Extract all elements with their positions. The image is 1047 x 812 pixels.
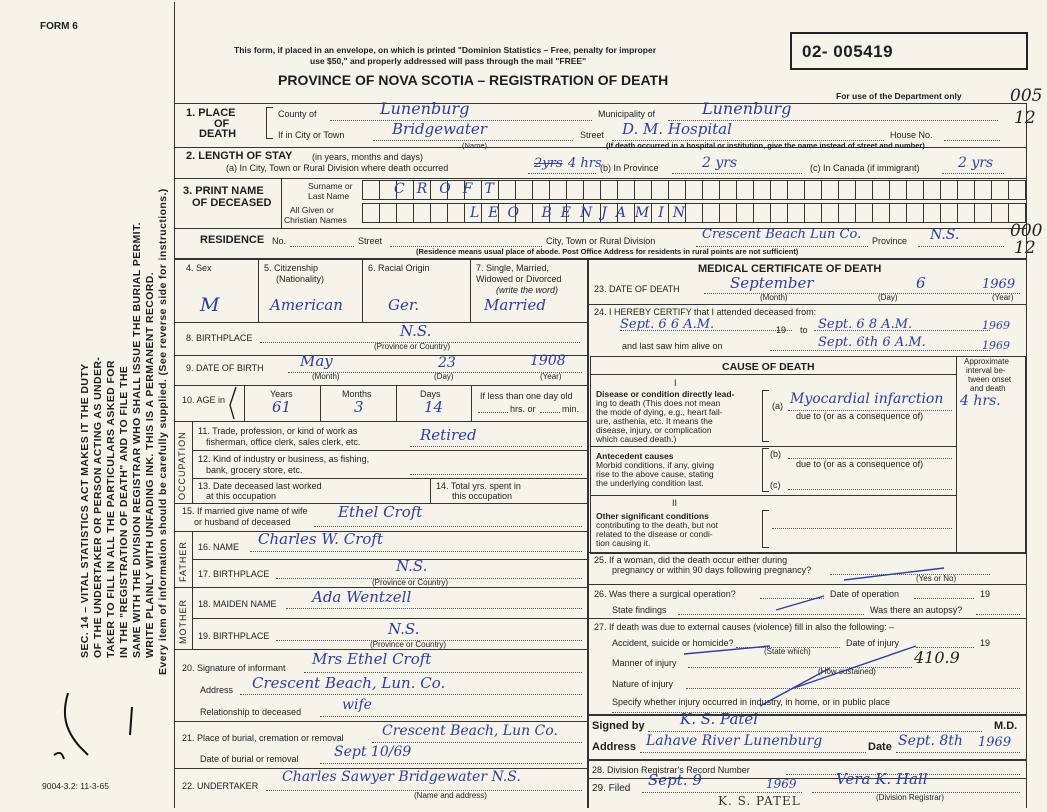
medical-certificate-title: MEDICAL CERTIFICATE OF DEATH — [698, 263, 882, 275]
antecedent-label-4: the underlying condition last. — [596, 478, 704, 488]
certificate-year-value: 1969 — [978, 735, 1012, 750]
md-label: M.D. — [994, 720, 1018, 732]
mail-notice-line-2: use $50," and properly addressed will pass through the mail "FREE" — [310, 56, 587, 66]
place-label-3: DEATH — [199, 128, 237, 140]
divider-burial — [174, 721, 587, 722]
record-number-label: 28. Division Registrar's Record Number — [592, 765, 750, 775]
form-number: FORM 6 — [40, 21, 78, 32]
specify-label: Specify whether injury occurred in industry, in home, or in public place — [612, 697, 890, 707]
hrs-label: hrs. or — [510, 404, 536, 414]
father-name-line — [250, 551, 582, 552]
autopsy-label: Was there an autopsy? — [870, 605, 963, 615]
mother-side-label: MOTHER — [178, 599, 188, 644]
relationship-label: Relationship to deceased — [200, 707, 302, 717]
antecedent-brace — [762, 448, 769, 492]
registration-number: 02- 005419 — [802, 42, 894, 61]
divider-last-worked — [192, 478, 587, 479]
residence-no-label: No. — [272, 236, 287, 246]
age-label: 10. AGE in — [182, 395, 226, 405]
interval-label-2: interval be- — [966, 366, 1006, 375]
father-name-value: Charles W. Croft — [258, 530, 383, 548]
part-one-label: I — [674, 378, 677, 388]
mail-notice-line-1: This form, if placed in an envelope, on which is printed "Dominion Statistics – Free, penalty for improper — [234, 45, 657, 55]
county-value: Lunenburg — [380, 99, 470, 118]
stay-city-value: 4 hrs — [568, 156, 602, 171]
external-causes-label: 27. If death was due to external causes (violence) fill in also the following: – — [594, 622, 895, 632]
other-conditions-label-1: Other significant conditions — [596, 511, 709, 521]
how-sustained-sub: (How sustained) — [818, 667, 876, 676]
industry-label-1: 12. Kind of industry or business, as fishing, — [198, 454, 370, 464]
age-divider-1 — [320, 385, 321, 421]
death-month: September — [730, 274, 814, 292]
divider-row-9 — [174, 355, 587, 356]
stay-canada-label: (c) In Canada (if immigrant) — [810, 163, 920, 173]
given-label-2: Christian Names — [284, 215, 347, 225]
residence-street-label: Street — [358, 236, 383, 246]
interval-label-4: and death — [970, 384, 1006, 393]
maiden-name-label: 18. MAIDEN NAME — [198, 599, 277, 609]
name-label-divider — [281, 178, 282, 228]
attended-to-label: to — [800, 325, 808, 335]
maiden-name-line — [286, 608, 582, 609]
side-text-line-6: WRITE PLAINLY WITH UNFADING INK. THIS IS A PERMANENT RECORD. — [144, 271, 156, 658]
part-two-label: II — [672, 498, 678, 508]
mother-birthplace-sub: (Province or Country) — [370, 640, 447, 649]
surname-value: CROFT — [394, 181, 506, 197]
dash-mark-icon — [840, 564, 950, 584]
divider-section-1 — [174, 103, 1027, 104]
cause-code: 410.9 — [914, 648, 960, 667]
marital-label-2: Widowed or Divorced — [476, 274, 562, 284]
death-year: 1969 — [982, 277, 1016, 292]
marital-label-3: (write the word) — [496, 285, 559, 295]
physician-address-value: Lahave River Lunenburg — [646, 733, 823, 749]
street-value: D. M. Hospital — [622, 120, 732, 138]
death-date-label: 23. DATE OF DEATH — [594, 284, 680, 294]
dob-month-sub: (Month) — [312, 372, 340, 381]
industry-label-2: bank, grocery store, etc. — [206, 465, 303, 475]
death-month-sub: (Month) — [760, 293, 788, 302]
mother-birthplace-value: N.S. — [388, 620, 420, 638]
physician-address-line — [640, 752, 866, 753]
father-birthplace-sub: (Province or Country) — [372, 578, 449, 587]
last-worked-label-1: 13. Date deceased last worked — [198, 481, 322, 491]
racial-origin-value: Ger. — [388, 296, 420, 314]
cause-of-death-title: CAUSE OF DEATH — [722, 361, 815, 373]
divider-mother-bp — [192, 618, 587, 619]
spouse-value: Ethel Croft — [338, 503, 423, 521]
dob-year: 1908 — [530, 353, 566, 369]
hospital-note: (If death occurred in a hospital or institution, give the name instead of street and number) — [606, 141, 925, 150]
signed-by-value: K. S. Patel — [680, 710, 759, 728]
dept-code-5: 12 — [1014, 238, 1036, 258]
surgical-label: 26. Was there a surgical operation? — [594, 589, 736, 599]
stay-province-line — [672, 173, 802, 174]
place-label-2: OF — [214, 118, 230, 130]
burial-place-line — [372, 742, 582, 743]
divider-section-4 — [174, 258, 1027, 260]
stay-city-label: (a) In City, Town or Rural Division where death occurred — [226, 163, 449, 173]
age-years-value: 61 — [272, 398, 292, 416]
divider-q26 — [587, 584, 1026, 585]
surname-label-2: Last Name — [308, 191, 350, 201]
cause-title-divider — [590, 374, 956, 375]
cause-a-label: (a) — [772, 401, 783, 411]
divider-part-two — [590, 495, 956, 496]
antecedent-label-3: rise to the above cause, stating — [596, 469, 714, 479]
citizenship-label: 5. Citizenship — [264, 263, 319, 273]
autopsy-line — [976, 614, 1020, 615]
city-label: If in City or Town — [278, 130, 345, 140]
direct-cause-label-5: disease, injury, or complication — [596, 425, 712, 435]
age-years-label: Years — [270, 389, 293, 399]
department-use-label: For use of the Department only — [836, 91, 962, 101]
length-of-stay-sub: (in years, months and days) — [312, 152, 424, 162]
interval-label-1: Approximate — [964, 357, 1009, 366]
cause-a-value: Myocardial infarction — [790, 391, 944, 407]
min-line — [540, 412, 560, 413]
residence-no-line — [290, 246, 354, 247]
filed-date-line — [642, 792, 802, 793]
nature-label: Nature of injury — [612, 679, 674, 689]
cause-c-line — [788, 489, 952, 490]
municipality-value: Lunenburg — [702, 99, 792, 118]
residence-note: (Residence means usual place of abode. Post Office Address for residents in rural points are not sufficient) — [416, 247, 799, 256]
occupation-side-label: OCCUPATION — [177, 431, 187, 500]
informant-signature-value: Mrs Ethel Croft — [312, 650, 432, 668]
print-name-label-2: OF DECEASED — [192, 197, 272, 209]
death-date-line — [704, 293, 1020, 294]
informant-signature-label: 20. Signature of informant — [182, 663, 286, 673]
informant-address-value: Crescent Beach, Lun. Co. — [252, 674, 446, 692]
state-which-sub: (State which) — [764, 647, 811, 656]
antecedent-label-2: Morbid conditions, if any, giving — [596, 460, 714, 470]
age-days-label: Days — [420, 389, 441, 399]
relationship-value: wife — [342, 697, 372, 713]
hrs-line — [478, 412, 508, 413]
divider-name-residence — [174, 228, 1027, 229]
dob-label: 9. DATE OF BIRTH — [186, 363, 264, 373]
father-side-label: FATHER — [178, 541, 188, 582]
side-text-line-5: SAME WITH THE DIVISION REGISTRAR WHO SHALL ISSUE THE BURIAL PERMIT. — [131, 222, 143, 658]
stay-canada-value: 2 yrs — [958, 155, 994, 171]
signed-by-line — [648, 731, 982, 732]
trade-label-1: 11. Trade, profession, or kind of work as — [198, 426, 358, 436]
residence-province-line — [918, 246, 1004, 247]
trade-line — [410, 446, 582, 447]
last-saw-label: and last saw him alive on — [622, 341, 723, 351]
burial-place-value: Crescent Beach, Lun Co. — [382, 723, 558, 739]
informant-signature-line — [304, 672, 582, 673]
side-text-line-1: SEC. 14 – VITAL STATISTICS ACT MAKES IT THE DUTY — [79, 363, 91, 658]
last-saw-value: Sept. 6th 6 A.M. — [818, 335, 926, 350]
registrar-signature: Vera K. Hall — [836, 770, 928, 788]
other-conditions-label-3: related to the disease or condi- — [596, 529, 713, 539]
relationship-line — [320, 716, 582, 717]
father-birthplace-label: 17. BIRTHPLACE — [198, 569, 270, 579]
operation-date-label: Date of operation — [830, 589, 900, 599]
age-brace-icon — [224, 385, 244, 421]
divider-row-8 — [174, 322, 587, 323]
cause-b-label: (b) — [770, 449, 781, 459]
divider-section-3 — [174, 178, 1027, 179]
injury-year: 19 — [980, 638, 991, 648]
divider-father-bp — [192, 559, 587, 560]
injury-date-label: Date of injury — [846, 638, 900, 648]
occupation-side-divider — [192, 421, 193, 503]
form-right-border — [1026, 103, 1027, 808]
attended-to-value: Sept. 6 8 A.M. — [818, 317, 913, 332]
burial-place-label: 21. Place of burial, cremation or removal — [182, 733, 344, 743]
direct-cause-label-2: ing to death (This does not mean — [596, 398, 721, 408]
interval-a-value: 4 hrs. — [960, 393, 1001, 409]
side-text-line-2: OF THE UNDERTAKER OR PERSON ACTING AS UNDER- — [92, 356, 104, 658]
interval-divider — [956, 356, 957, 552]
side-text-line-4: IN THE "REGISTRATION OF DEATH" AND TO FILE THE — [118, 365, 130, 658]
birthplace-label: 8. BIRTHPLACE — [186, 333, 253, 343]
divider-registrar — [587, 759, 1026, 761]
length-of-stay-label: 2. LENGTH OF STAY — [186, 150, 293, 162]
citizenship-sub: (Nationality) — [276, 274, 325, 284]
burial-date-line — [320, 763, 582, 764]
undertaker-value: Charles Sawyer Bridgewater N.S. — [282, 769, 521, 785]
father-name-label: 16. NAME — [198, 542, 240, 552]
spouse-label-2: or husband of deceased — [194, 517, 291, 527]
age-days-value: 14 — [424, 398, 444, 416]
other-conditions-label-2: contributing to the death, but not — [596, 520, 718, 530]
cause-c-label: (c) — [770, 480, 781, 490]
dept-code-4: 000 — [1010, 221, 1043, 241]
operation-year: 19 — [980, 589, 991, 599]
dob-day-sub: (Day) — [434, 372, 454, 381]
last-worked-divider — [430, 478, 431, 503]
other-conditions-brace — [762, 510, 769, 548]
print-name-label-1: 3. PRINT NAME — [183, 185, 264, 197]
accident-label: Accident, suicide or homicide? — [612, 638, 734, 648]
industry-line — [410, 474, 582, 475]
marital-label-1: 7. Single, Married, — [476, 263, 550, 273]
divider-antecedent — [590, 446, 956, 447]
death-day-sub: (Day) — [878, 293, 898, 302]
surgical-dash-icon — [770, 590, 830, 614]
direct-cause-label-6: which caused death.) — [596, 434, 677, 444]
city-value: Bridgewater — [392, 120, 487, 138]
residence-label: RESIDENCE — [200, 234, 265, 246]
death-year-sub: (Year) — [992, 293, 1014, 302]
physician-annotation: K. S. PATEL — [718, 794, 801, 808]
age-months-value: 3 — [354, 398, 364, 416]
informant-address-label: Address — [200, 685, 234, 695]
divider-occupation — [174, 421, 587, 422]
dept-code-2: 12 — [1014, 108, 1036, 128]
divider-q25 — [587, 552, 1026, 553]
other-conditions-label-4: tion causing it. — [596, 538, 651, 548]
registration-number-box — [790, 32, 1028, 70]
stay-city-line — [528, 173, 596, 174]
surname-label-1: Surname or — [308, 181, 353, 191]
signed-by-label: Signed by — [592, 720, 645, 732]
other-conditions-line — [772, 528, 952, 529]
age-divider-2 — [396, 385, 397, 421]
stay-city-struck: 2yrs — [534, 156, 563, 171]
street-label: Street — [580, 130, 605, 140]
burial-date-label: Date of burial or removal — [200, 754, 299, 764]
racial-divider — [470, 258, 471, 322]
city-name-sub: (Name) — [462, 141, 488, 150]
last-saw-year: 1969 — [982, 339, 1010, 352]
pen-mark-icon — [40, 685, 150, 765]
direct-cause-label-1: Disease or condition directly lead- — [596, 389, 735, 399]
place-label-1: 1. PLACE — [186, 107, 236, 119]
undertaker-sub: (Name and address) — [414, 791, 487, 800]
dob-year-sub: (Year) — [540, 372, 562, 381]
sex-divider — [258, 258, 259, 322]
residence-division-value: Crescent Beach Lun Co. — [702, 227, 862, 242]
due-to-label-b: due to (or as a consequence of) — [796, 459, 924, 469]
pregnancy-label-2: pregnancy or within 90 days following pregnancy? — [612, 565, 812, 575]
undertaker-label: 22. UNDERTAKER — [182, 781, 259, 791]
yes-no-sub: (Yes or No) — [916, 574, 957, 583]
certificate-date-value: Sept. 8th — [898, 733, 963, 749]
residence-division-label: City, Town or Rural Division — [546, 236, 656, 246]
trade-value: Retired — [420, 426, 477, 444]
pregnancy-label-1: 25. If a woman, did the death occur either during — [594, 555, 788, 565]
filed-year-value: 1969 — [766, 777, 797, 791]
divider-q27 — [587, 618, 1026, 619]
total-years-label-2: this occupation — [452, 491, 513, 501]
form-left-border — [174, 2, 175, 808]
attended-label: 24. I HEREBY CERTIFY that I attended deceased from: — [594, 307, 817, 317]
certificate-date-label: Date — [868, 741, 892, 753]
birthplace-value: N.S. — [400, 322, 432, 340]
direct-cause-label-3: the mode of dying, e.g., heart fail- — [596, 407, 723, 417]
direct-cause-label-4: ure, asthenia, etc. It means the — [596, 416, 713, 426]
min-label: min. — [562, 404, 580, 414]
divider-signature — [587, 714, 1026, 716]
citizenship-value: American — [270, 296, 343, 314]
operation-date-line — [914, 598, 974, 599]
antecedent-label-1: Antecedent causes — [596, 451, 674, 461]
side-text-line-7: Every item of information should be carefully supplied. (See reverse side for instructions.) — [157, 188, 169, 675]
marital-value: Married — [484, 296, 546, 314]
age-months-label: Months — [342, 389, 372, 399]
stay-canada-line — [942, 173, 1004, 174]
residence-province-label: Province — [872, 236, 908, 246]
citizenship-divider — [362, 258, 363, 322]
attended-from-year: 19 — [776, 325, 787, 335]
manner-label: Manner of injury — [612, 658, 677, 668]
last-worked-label-2: at this occupation — [206, 491, 277, 501]
house-no-label: House No. — [890, 130, 933, 140]
column-divider — [587, 258, 589, 808]
maiden-name-value: Ada Wentzell — [312, 588, 412, 606]
certificate-date-line — [896, 752, 1020, 753]
spouse-label-1: 15. If married give name of wife — [182, 506, 308, 516]
form-title: PROVINCE OF NOVA SCOTIA – REGISTRATION OF DEATH — [278, 72, 669, 88]
place-brace — [266, 107, 273, 139]
divider-certify — [587, 304, 1026, 305]
dob-month: May — [300, 352, 333, 370]
municipality-label: Municipality of — [598, 109, 656, 119]
sex-label: 4. Sex — [186, 263, 212, 273]
less-than-day-label: If less than one day old — [480, 391, 573, 401]
birthplace-sub: (Province or Country) — [374, 342, 451, 351]
filed-label: 29. Filed — [592, 783, 631, 794]
filed-date-value: Sept. 9 — [648, 771, 702, 789]
side-text-line-3: TAKER TO FILL IN ALL THE PARTICULARS ASKED FOR — [105, 360, 117, 658]
specify-line — [612, 712, 1020, 713]
external-strike-icon — [680, 640, 920, 710]
stay-province-label: (b) In Province — [600, 163, 659, 173]
due-to-label-a: due to (or as a consequence of) — [796, 411, 924, 421]
attended-to-year: 1969 — [982, 319, 1010, 332]
given-names-value: LEO BENJAMIN — [470, 205, 695, 221]
mother-birthplace-label: 19. BIRTHPLACE — [198, 631, 270, 641]
direct-cause-brace — [762, 390, 769, 442]
stay-province-value: 2 yrs — [702, 155, 738, 171]
last-saw-line — [770, 350, 990, 351]
divider-industry — [192, 450, 587, 451]
spouse-line — [314, 526, 582, 527]
findings-label: State findings — [612, 605, 667, 615]
attended-from-value: Sept. 6 6 A.M. — [620, 317, 715, 332]
dept-code-1: 005 — [1010, 86, 1043, 106]
father-birthplace-value: N.S. — [396, 557, 428, 575]
physician-address-label: Address — [592, 741, 637, 753]
trade-label-2: fisherman, office clerk, sales clerk, etc. — [206, 437, 361, 447]
form-code: 9004-3.2: 11-3-65 — [42, 781, 109, 791]
house-no-line — [944, 140, 1000, 141]
findings-line — [678, 614, 864, 615]
given-label-1: All Given or — [290, 205, 334, 215]
total-years-label-1: 14. Total yrs. spent in — [436, 481, 521, 491]
registrar-sub: (Division Registrar) — [876, 793, 945, 802]
dob-day: 23 — [438, 355, 456, 371]
residence-province-value: N.S. — [930, 227, 960, 243]
racial-origin-label: 6. Racial Origin — [368, 263, 430, 273]
informant-address-line — [240, 694, 582, 695]
county-label: County of — [278, 109, 317, 119]
interval-label-3: tween onset — [968, 375, 1012, 384]
death-day: 6 — [916, 274, 926, 292]
burial-date-value: Sept 10/69 — [334, 744, 412, 760]
sex-value: M — [200, 294, 220, 316]
